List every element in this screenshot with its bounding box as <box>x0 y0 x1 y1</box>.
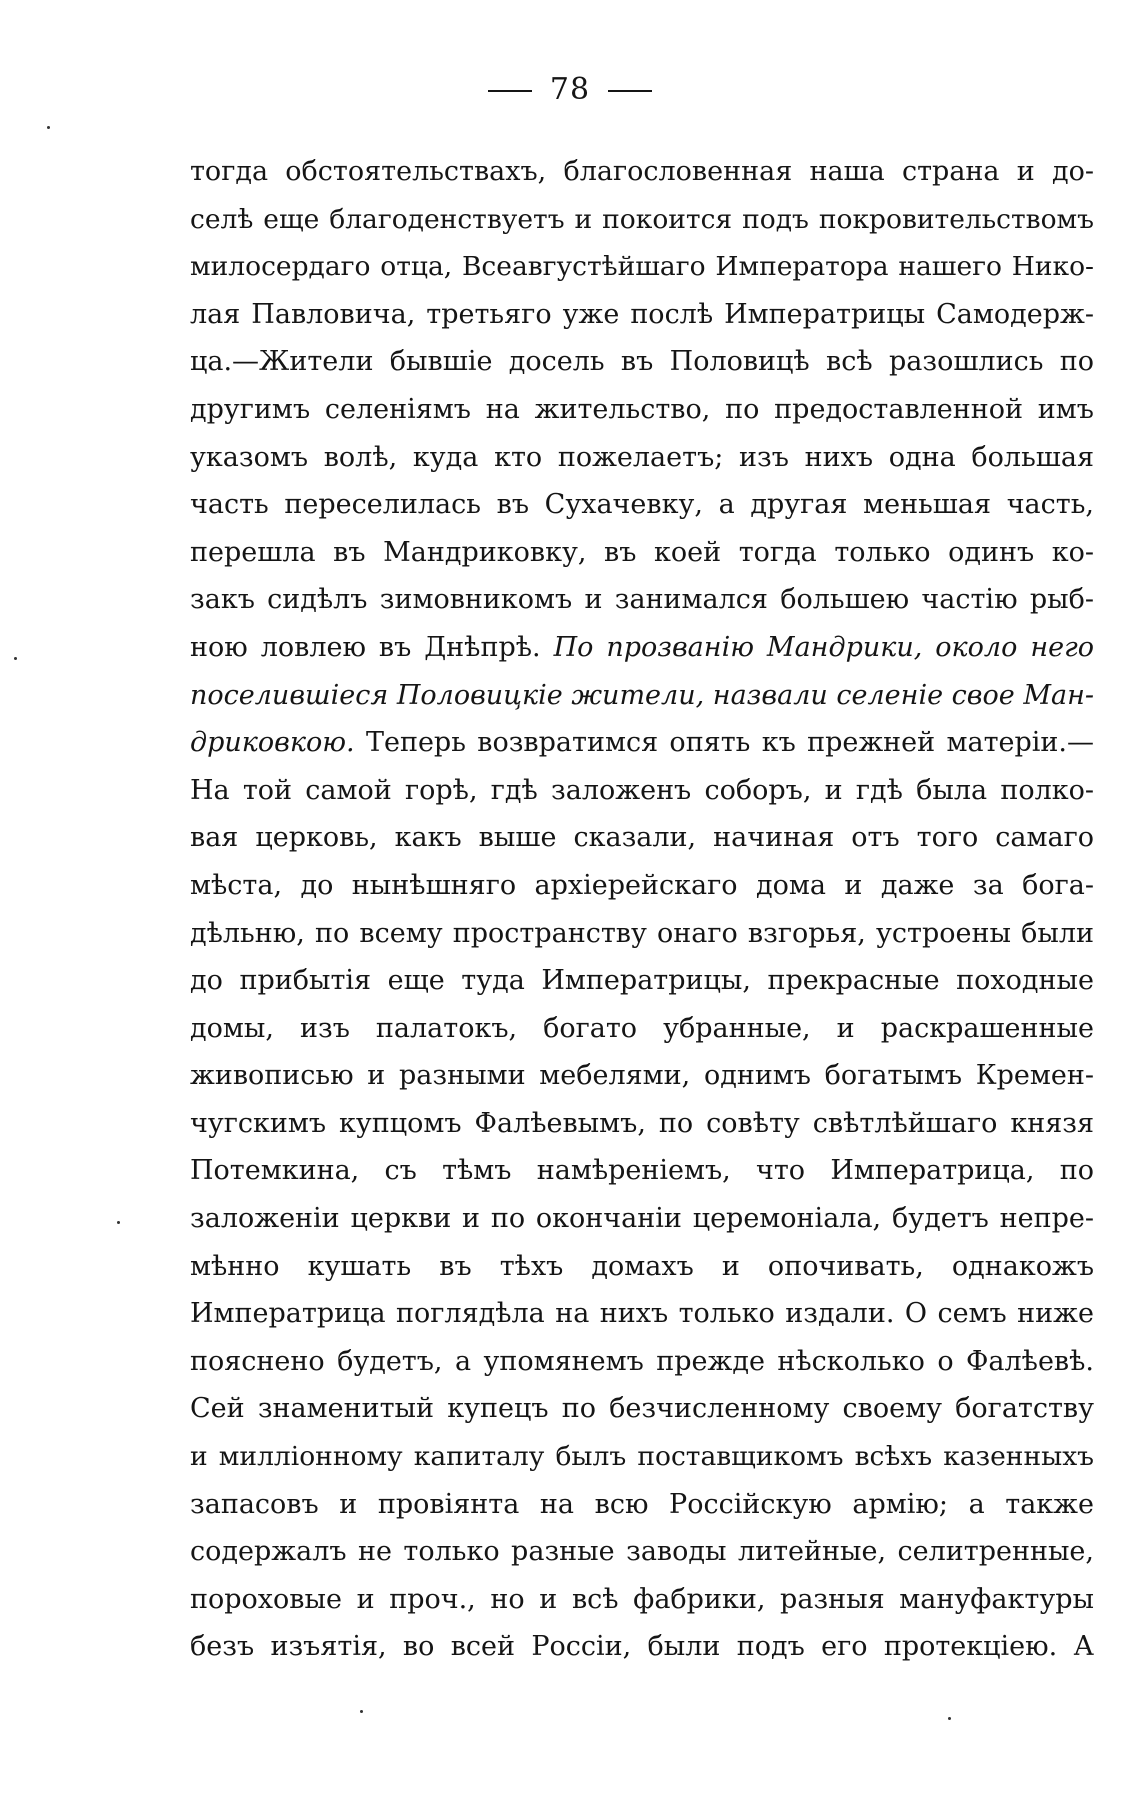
text-segment: указомъ волѣ, куда кто пожелаетъ; изъ нихъ одна большая <box>190 441 1094 473</box>
text-segment: ною ловлею въ Днѣпрѣ. <box>190 631 554 663</box>
scan-speck <box>948 1717 951 1720</box>
text-line <box>190 243 1094 291</box>
text-line <box>190 1576 1094 1624</box>
body-text <box>190 148 1094 1671</box>
text-line <box>190 1290 1094 1338</box>
text-line <box>190 1195 1094 1243</box>
text-segment: перешла въ Мандриковку, въ коей тогда только одинъ ко- <box>190 536 1094 568</box>
text-segment: и милліонному капиталу былъ поставщикомъ всѣхъ казенныхъ <box>190 1441 1094 1473</box>
page-number: 78 <box>549 72 591 107</box>
text-line <box>190 910 1094 958</box>
right-dash <box>608 90 652 92</box>
text-segment: На той самой горѣ, гдѣ заложенъ соборъ, и гдѣ была полко- <box>190 774 1094 806</box>
text-line <box>190 1385 1094 1433</box>
text-line <box>190 1433 1094 1481</box>
left-dash <box>488 90 532 92</box>
text-segment: до прибытія еще туда Императрицы, прекрасные походные <box>190 965 1094 997</box>
text-line <box>190 1481 1094 1529</box>
text-segment: безъ изъятія, во всей Россіи, были подъ его протекціею. А <box>190 1631 1094 1663</box>
text-line <box>190 481 1094 529</box>
italic-text-segment: поселившіеся Половицкіе жители, назвали селеніе свое Ман- <box>190 679 1094 711</box>
text-line <box>190 1528 1094 1576</box>
text-segment: Сей знаменитый купецъ по безчисленному своему богатству <box>190 1393 1094 1425</box>
text-line <box>190 672 1094 720</box>
text-segment: лая Павловича, третьяго уже послѣ Императрицы Самодерж- <box>190 298 1094 330</box>
text-line <box>190 434 1094 482</box>
text-line <box>190 148 1094 196</box>
scan-speck <box>360 1710 363 1713</box>
scan-speck <box>117 1221 120 1224</box>
text-segment: живописью и разными мебелями, однимъ богатымъ Кремен- <box>190 1060 1094 1092</box>
text-segment: пояснено будетъ, а упомянемъ прежде нѣсколько о Фалѣевѣ. <box>190 1345 1094 1377</box>
text-line <box>190 1052 1094 1100</box>
text-segment: Императрица поглядѣла на нихъ только издали. О семъ ниже <box>190 1298 1094 1330</box>
text-segment: пороховые и проч., но и всѣ фабрики, разныя мануфактуры <box>190 1583 1094 1615</box>
text-segment: закъ сидѣлъ зимовникомъ и занимался большею частію рыб- <box>190 584 1094 616</box>
text-line <box>190 1005 1094 1053</box>
text-segment: вая церковь, какъ выше сказали, начиная отъ того самаго <box>190 822 1094 854</box>
text-segment: мѣста, до нынѣшняго архіерейскаго дома и даже за бога- <box>190 869 1094 901</box>
text-segment: тогда обстоятельствахъ, благословенная наша страна и до- <box>190 156 1094 187</box>
text-segment: заложеніи церкви и по окончаніи церемоніала, будетъ непре- <box>190 1203 1094 1235</box>
text-line <box>190 1100 1094 1148</box>
text-segment: мѣнно кушать въ тѣхъ домахъ и опочивать, однакожъ <box>190 1250 1094 1282</box>
text-segment: часть переселилась въ Сухачевку, а другая меньшая часть, <box>190 489 1094 521</box>
scan-speck <box>14 657 17 660</box>
text-line <box>190 291 1094 339</box>
text-line <box>190 1623 1094 1671</box>
text-segment: милосердаго отца, Всеавгустѣйшаго Императора нашего Нико- <box>190 251 1094 283</box>
text-segment: содержалъ не только разные заводы литейные, селитренные, <box>190 1536 1094 1568</box>
italic-text-segment: По прозванію Мандрики, около него <box>553 631 1094 663</box>
scan-speck <box>47 126 50 129</box>
text-line <box>190 624 1094 672</box>
text-segment: чугскимъ купцомъ Фалѣевымъ, по совѣту свѣтлѣйшаго князя <box>190 1107 1094 1139</box>
text-line <box>190 529 1094 577</box>
text-line <box>190 1147 1094 1195</box>
text-segment: домы, изъ палатокъ, богато убранные, и раскрашенные <box>190 1012 1094 1044</box>
italic-text-segment: дриковкою. <box>190 727 355 759</box>
text-line <box>190 386 1094 434</box>
page-number-header <box>0 70 1140 110</box>
text-segment: другимъ селеніямъ на жительство, по предоставленной имъ <box>190 393 1094 425</box>
text-line <box>190 957 1094 1005</box>
text-line <box>190 196 1094 244</box>
text-line <box>190 862 1094 910</box>
text-segment: Теперь возвратимся опять къ прежней матеріи.— <box>354 727 1094 759</box>
text-line <box>190 1338 1094 1386</box>
text-segment: запасовъ и провіянта на всю Россійскую армію; а также <box>190 1488 1094 1520</box>
text-line <box>190 576 1094 624</box>
text-segment: дѣльню, по всему пространству онаго взгорья, устроены были <box>190 917 1094 949</box>
text-line <box>190 767 1094 815</box>
text-line <box>190 719 1094 767</box>
text-line <box>190 814 1094 862</box>
text-segment: ца.—Жители бывшіе досель въ Половицѣ всѣ разошлись по <box>190 346 1094 378</box>
text-line <box>190 338 1094 386</box>
text-segment: селѣ еще благоденствуетъ и покоится подъ покровительствомъ <box>190 203 1094 235</box>
text-segment: Потемкина, съ тѣмъ намѣреніемъ, что Императрица, по <box>190 1155 1094 1187</box>
text-line <box>190 1243 1094 1291</box>
